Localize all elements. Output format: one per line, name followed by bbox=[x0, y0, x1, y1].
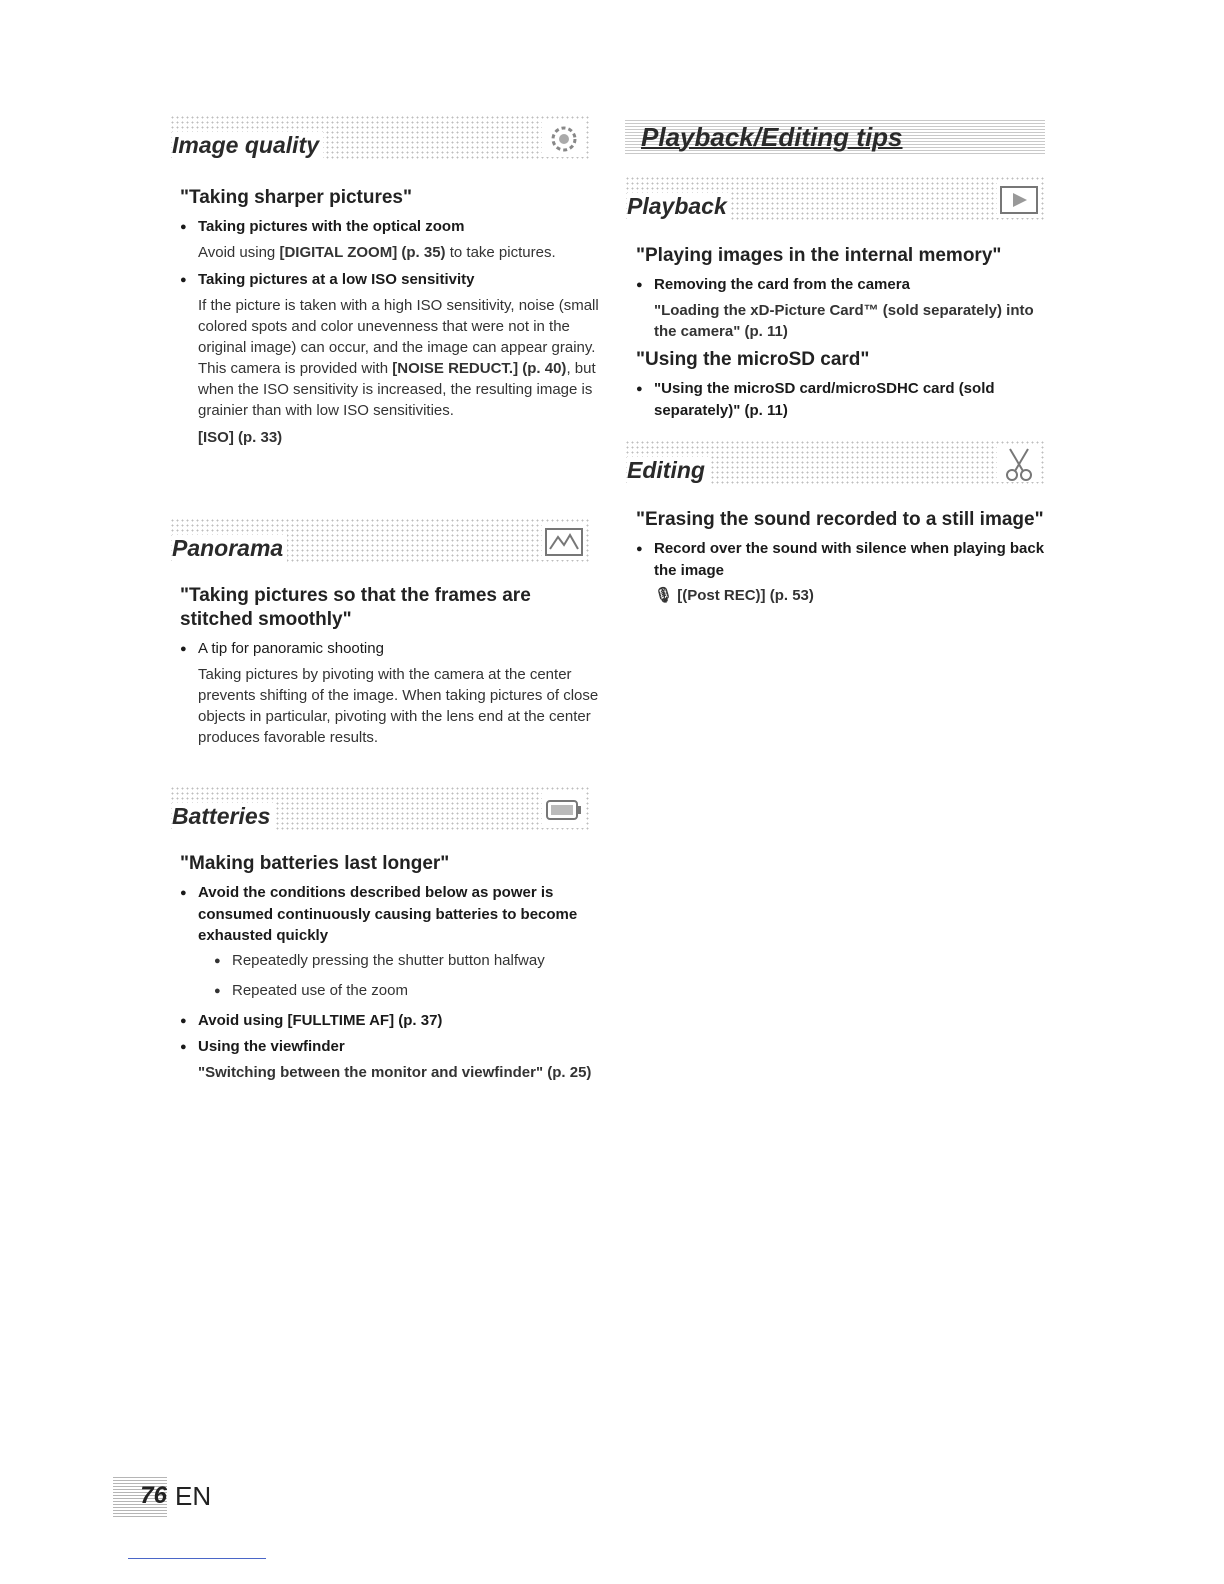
heading-taking-sharper-pictures: "Taking sharper pictures" bbox=[180, 187, 413, 208]
section-title-batteries: Batteries bbox=[172, 803, 274, 830]
bullet-fulltime-af: ● Avoid using [FULLTIME AF] (p. 37) bbox=[180, 1010, 600, 1032]
bullet-remove-card: ● Removing the card from the camera bbox=[636, 274, 1056, 296]
sub-bullet-zoom: ● Repeated use of the zoom bbox=[180, 980, 600, 1002]
section-title-panorama: Panorama bbox=[172, 535, 287, 562]
bullet-panoramic-tip: ● A tip for panoramic shooting bbox=[180, 638, 600, 660]
section-title-playback: Playback bbox=[627, 193, 731, 220]
bullet-viewfinder: ● Using the viewfinder bbox=[180, 1036, 600, 1058]
battery-icon bbox=[542, 792, 586, 828]
section-header-image-quality bbox=[170, 115, 590, 161]
section-title-image-quality: Image quality bbox=[172, 132, 323, 159]
page-language: EN bbox=[175, 1481, 212, 1511]
bullet-optical-zoom: ● Taking pictures with the optical zoom bbox=[180, 216, 600, 238]
batteries-content bbox=[180, 852, 600, 1089]
heading-batteries-last-longer: "Making batteries last longer" bbox=[180, 853, 450, 874]
panorama-icon bbox=[542, 524, 586, 560]
section-header-batteries bbox=[170, 786, 590, 832]
microphone-icon: 🎙 bbox=[654, 587, 674, 604]
text-loading-card: "Loading the xD-Picture Card™ (sold separately) into the camera" (p. 11) bbox=[654, 302, 1034, 340]
text-panoramic-tip: Taking pictures by pivoting with the camera at the center prevents shifting of the image. When taking pictures of close objects in particular, pivoting with the lens end at the center produces favorable results. bbox=[198, 666, 599, 746]
sub-bullet-shutter: ● Repeatedly pressing the shutter button halfway bbox=[180, 950, 600, 972]
playback-icon bbox=[997, 182, 1041, 218]
scissors-icon bbox=[997, 446, 1041, 482]
heading-microsd: "Using the microSD card" bbox=[636, 349, 870, 370]
text-optical-zoom: Avoid using [DIGITAL ZOOM] (p. 35) to take pictures. bbox=[198, 244, 556, 261]
main-title-playback-editing: Playback/Editing tips bbox=[641, 122, 903, 152]
heading-erasing-sound: "Erasing the sound recorded to a still image" bbox=[636, 509, 1044, 530]
footer-divider bbox=[128, 1558, 266, 1559]
panorama-content bbox=[180, 584, 600, 754]
bullet-avoid-conditions: ● Avoid the conditions described below as power is consumed continuously causing batteries to become exhausted quickly bbox=[180, 882, 600, 946]
text-low-iso: If the picture is taken with a high ISO sensitivity, noise (small colored spots and color unevenness that were not in the original image) can occur, and the image can appear grainy. This camera is provided with [NOISE REDUCT.] (p. 40), but when the ISO sensitivity is increased, the resulting image is grainier than with low ISO sensitivities. bbox=[198, 297, 599, 419]
bullet-microsd: ● "Using the microSD card/microSDHC card (sold separately)" (p. 11) bbox=[636, 378, 1056, 421]
playback-content bbox=[636, 244, 1056, 425]
bullet-record-silence: ● Record over the sound with silence when playing back the image bbox=[636, 538, 1056, 581]
section-header-editing bbox=[625, 440, 1045, 486]
heading-internal-memory: "Playing images in the internal memory" bbox=[636, 245, 1002, 266]
page-number: 76 bbox=[113, 1475, 167, 1517]
section-header-panorama bbox=[170, 518, 590, 564]
editing-content bbox=[636, 508, 1056, 612]
camera-gear-icon bbox=[542, 121, 586, 157]
image-quality-content bbox=[180, 186, 600, 454]
section-title-editing: Editing bbox=[627, 457, 709, 484]
main-header-playback-editing bbox=[625, 120, 1045, 154]
bullet-low-iso: ● Taking pictures at a low ISO sensitivity bbox=[180, 269, 600, 291]
ref-post-rec: 🎙 [(Post REC)] (p. 53) bbox=[654, 587, 814, 604]
section-header-playback bbox=[625, 176, 1045, 222]
text-viewfinder: "Switching between the monitor and viewfinder" (p. 25) bbox=[198, 1064, 592, 1081]
ref-iso: [ISO] (p. 33) bbox=[198, 429, 283, 446]
heading-frames-stitched: "Taking pictures so that the frames are stitched smoothly" bbox=[180, 585, 531, 630]
